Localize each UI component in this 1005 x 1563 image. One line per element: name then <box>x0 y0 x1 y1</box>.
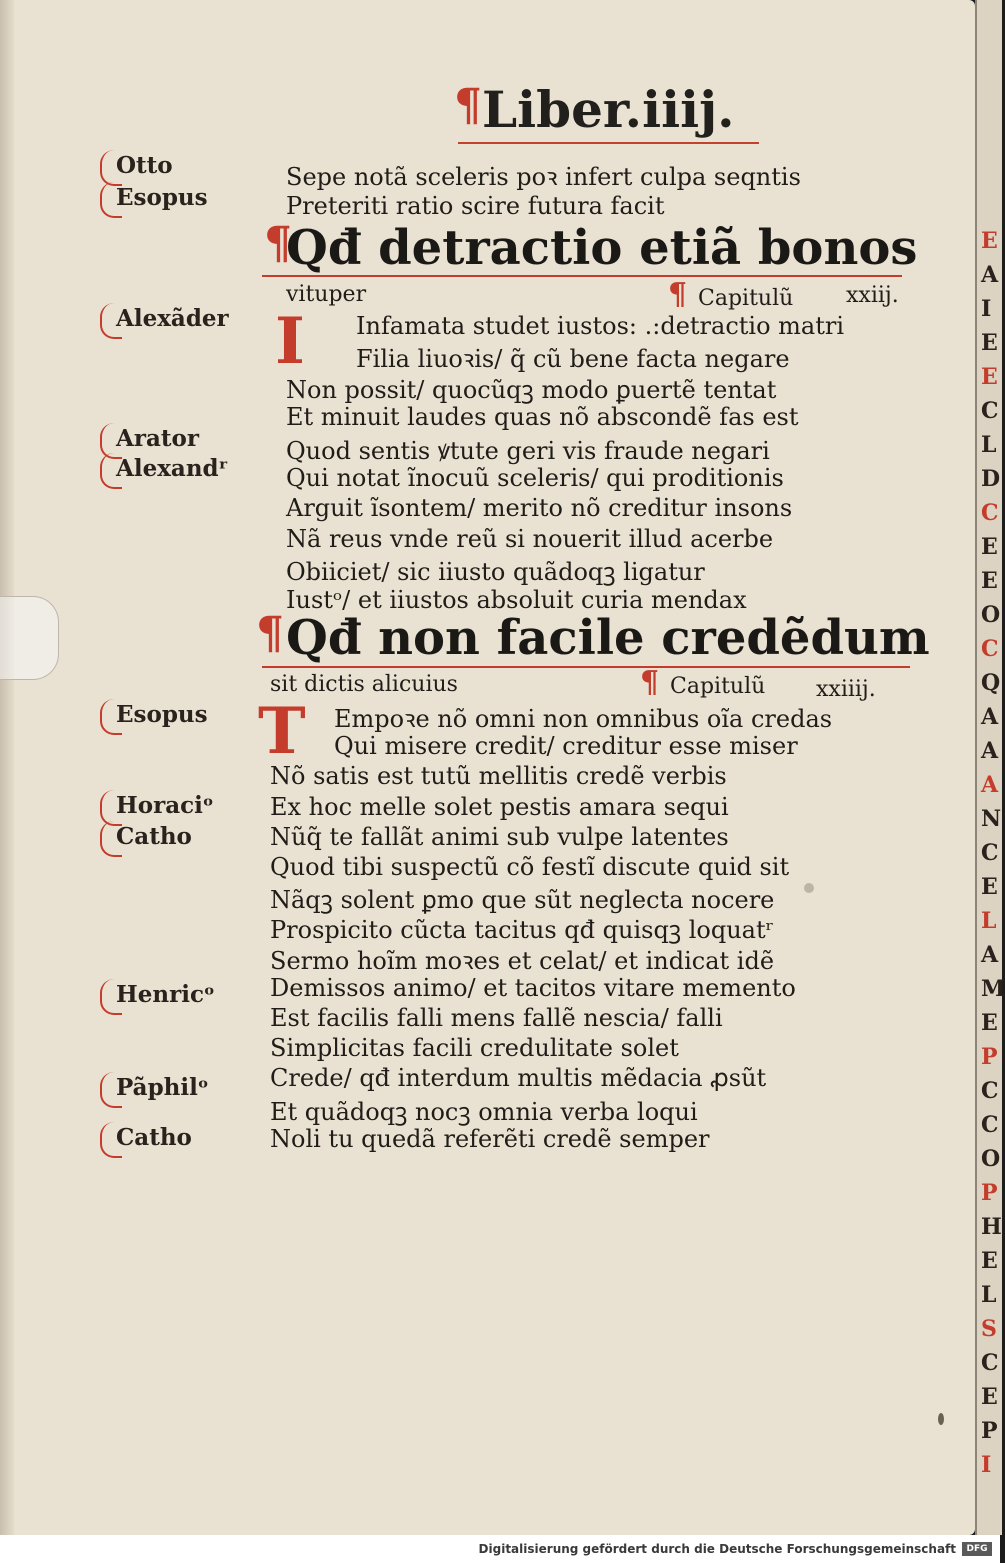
next-page-letter: H <box>981 1214 1002 1240</box>
next-page-letter: P <box>981 1418 998 1444</box>
next-page-letter: S <box>981 1316 997 1342</box>
text-line: Nõ satis est tutũ mellitis credẽ verbis <box>270 762 727 791</box>
next-page-letter: A <box>981 704 999 730</box>
next-page-letter: C <box>981 840 999 866</box>
page-gutter <box>0 0 14 1535</box>
chapter-subtitle: vituper <box>286 282 367 307</box>
text-line: Est facilis falli mens fallẽ nescia/ falli <box>270 1004 723 1032</box>
text-line: Infamata studet iustos: .:detractio matri <box>356 312 845 340</box>
next-page-letter: E <box>981 1384 998 1410</box>
decorated-initial: I <box>275 304 305 379</box>
chapter-rubric-mark: ¶ <box>256 608 284 659</box>
next-page-letter: E <box>981 330 998 356</box>
text-line: Non possit/ quocũqꝫ modo ꝑuertẽ tentat <box>286 375 777 404</box>
heading-rubric-mark: ¶ <box>454 80 482 131</box>
next-page-letter: O <box>981 1146 1001 1172</box>
margin-name: Horaciᵒ <box>116 792 214 819</box>
next-page-letter: A <box>981 262 999 288</box>
dfg-logo: DFG <box>962 1542 992 1556</box>
text-line: Demissos animo/ et tacitos vitare memento <box>270 973 796 1002</box>
chapter-label: Capitulũ <box>698 286 794 311</box>
text-line: Sepe notã sceleris poꝛ infert culpa seqntis <box>286 163 801 191</box>
margin-name: Otto <box>116 152 173 179</box>
text-line: Filia liuoꝛis/ q̃ cũ bene facta negare <box>356 345 790 374</box>
text-line: Sermo hoĩm moꝛes et celat/ et indicat idẽ <box>270 946 775 975</box>
next-page-letter: M <box>981 976 1005 1002</box>
next-page-letter: I <box>981 296 992 322</box>
margin-name: Pãphilᵒ <box>116 1074 209 1101</box>
chapter-subtitle: sit dictis alicuius <box>270 672 458 697</box>
next-page-letter: C <box>981 1112 999 1138</box>
next-page-letter: E <box>981 228 998 254</box>
next-page-letter: C <box>981 398 999 424</box>
next-page-letter: L <box>981 432 997 458</box>
next-page-letter: D <box>981 466 1001 492</box>
page-clip <box>0 596 59 680</box>
next-page-letter: P <box>981 1044 998 1070</box>
text-line: Preteriti ratio scire futura facit <box>286 192 665 220</box>
page-heading: Liber.iiij. <box>458 80 759 144</box>
next-page-letter: O <box>981 602 1001 628</box>
text-line: Quod sentis ꝟtute geri vis fraude negari <box>286 436 770 465</box>
text-line: Et minuit laudes quas nõ abscondẽ fas est <box>286 403 799 432</box>
next-page-letter: C <box>981 1078 999 1104</box>
margin-name: Catho <box>116 823 192 850</box>
decorated-initial: T <box>258 694 306 769</box>
next-page-letter: E <box>981 534 998 560</box>
chapter-underline <box>262 275 902 277</box>
next-page-edge <box>975 0 1005 1535</box>
next-page-letter: A <box>981 772 999 798</box>
chapter-number: xxiiij. <box>816 677 876 702</box>
text-line: Quod tibi suspectũ cõ festĩ discute quid sit <box>270 853 790 881</box>
chapter-label-rubric-mark: ¶ <box>668 277 688 312</box>
next-page-letter: E <box>981 874 998 900</box>
margin-name: Esopus <box>116 184 208 211</box>
chapter-rubric-mark: ¶ <box>264 218 292 269</box>
chapter-title: Qđ detractio etiã bonos <box>286 220 918 276</box>
next-page-letter: C <box>981 500 999 526</box>
text-line: Nãqꝫ solent ꝑmo que sũt neglecta nocere <box>270 886 775 915</box>
footer-credit: Digitalisierung gefördert durch die Deutsche Forschungsgemeinschaft <box>478 1542 956 1556</box>
next-page-letter: N <box>981 806 1002 832</box>
text-line: Prospicito cũcta tacitus qđ quisqꝫ loquatʳ <box>270 916 774 945</box>
chapter-label: Capitulũ <box>670 674 766 699</box>
next-page-letter: L <box>981 1282 997 1308</box>
chapter-number: xxiij. <box>846 283 899 308</box>
margin-name: Esopus <box>116 701 208 728</box>
text-line: Arguit ĩsontem/ merito nõ creditur insons <box>286 494 793 523</box>
next-page-letter: C <box>981 636 999 662</box>
next-page-letter: L <box>981 908 997 934</box>
next-page-letter: A <box>981 942 999 968</box>
next-page-letter: A <box>981 738 999 764</box>
text-line: Empoꝛe nõ omni non omnibus oĩa credas <box>334 705 833 733</box>
text-line: Nã reus vnde reũ si nouerit illud acerbe <box>286 524 774 553</box>
paper-spot <box>804 883 814 893</box>
text-line: Ex hoc melle solet pestis amara sequi <box>270 792 729 821</box>
text-line: Et quãdoqꝫ nocꝫ omnia verba loqui <box>270 1097 698 1126</box>
next-page-letter: E <box>981 1248 998 1274</box>
text-line: Noli tu quedã referẽti credẽ semper <box>270 1124 710 1153</box>
text-line: Qui notat ĩnocuũ sceleris/ qui proditionis <box>286 464 784 492</box>
next-page-letter: E <box>981 568 998 594</box>
margin-name: Alexandʳ <box>116 455 229 482</box>
margin-name: Catho <box>116 1124 192 1151</box>
margin-name: Alexãder <box>116 305 229 332</box>
next-page-letter: C <box>981 1350 999 1376</box>
next-page-letter: E <box>981 364 998 390</box>
next-page-letter: P <box>981 1180 998 1206</box>
margin-name: Arator <box>116 425 199 452</box>
next-page-letter: I <box>981 1452 992 1478</box>
next-page-letter: Q <box>981 670 1001 696</box>
text-line: Crede/ qđ interdum multis mẽdacia ꝓsũt <box>270 1064 767 1093</box>
text-line: Obiiciet/ sic iiusto quãdoqꝫ ligatur <box>286 558 705 587</box>
chapter-underline <box>262 666 910 668</box>
text-line: Iustᵒ/ et iiustos absoluit curia mendax <box>286 585 747 614</box>
chapter-label-rubric-mark: ¶ <box>640 665 660 700</box>
text-line: Nũq̃ te fallãt animi sub vulpe latentes <box>270 822 729 851</box>
paper-spot <box>938 1413 944 1425</box>
text-line: Simplicitas facili credulitate solet <box>270 1034 679 1063</box>
margin-name: Henricᵒ <box>116 981 215 1008</box>
footer-bar <box>0 1535 1000 1563</box>
text-line: Qui misere credit/ creditur esse miser <box>334 732 798 761</box>
next-page-letter: E <box>981 1010 998 1036</box>
chapter-title: Qđ non facile credẽdum <box>286 610 930 666</box>
